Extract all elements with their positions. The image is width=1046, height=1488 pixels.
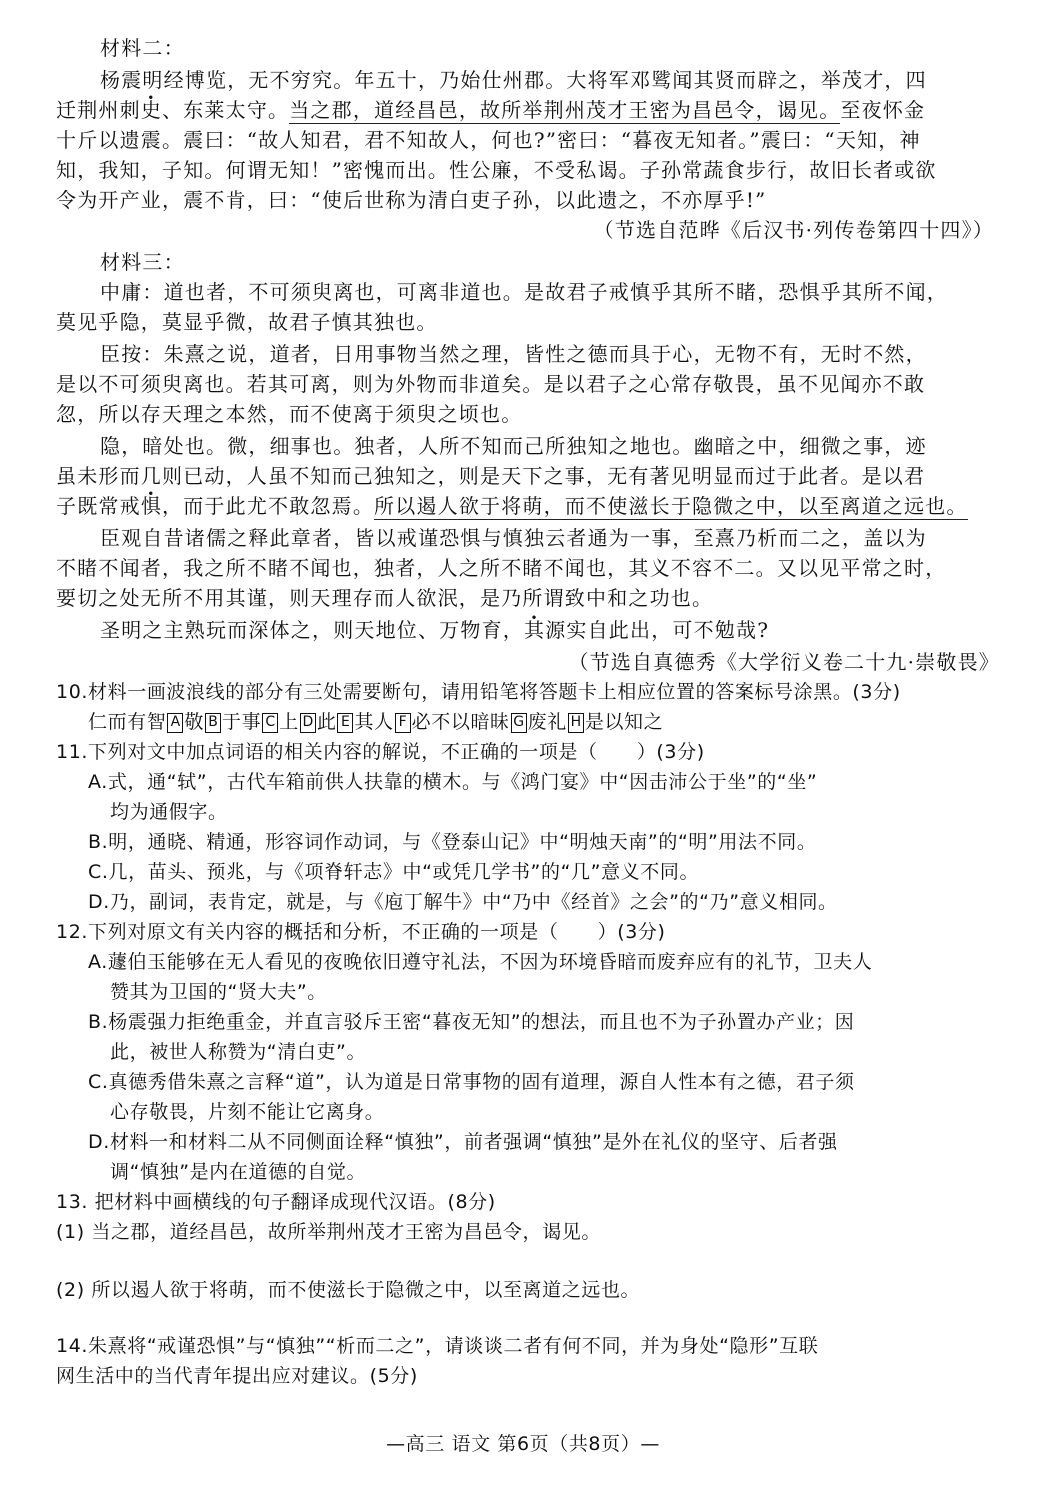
question-12-option-c-cont: 心存敬畏，片刻不能让它离身。 <box>110 1101 385 1123</box>
material-3-line: 不睹不闻者，我之所不睹不闻也，独者，人之所不睹不闻也，其义不容不二。又以见平常之时， <box>56 556 947 580</box>
material-2-line: 令为开产业，震不肯，曰：“使后世称为清白吏子孙，以此遗之，不亦厚乎!” <box>56 188 767 212</box>
question-13-stem: 13. 把材料中画横线的句子翻译成现代汉语。(8分) <box>56 1191 496 1213</box>
question-11-option-d: D.乃，副词，表肯定，就是，与《庖丁解牛》中“乃中《经首》之会”的“乃”意义相同。 <box>88 891 838 913</box>
question-14-stem-cont: 网生活中的当代青年提出应对建议。(5分) <box>56 1365 418 1387</box>
dotted-char: 惧 <box>140 494 163 518</box>
material-3-line: 虽未形而几则已动，人虽不知而己独知之，则是天下之事，无有著见明显而过于此者。是以君 <box>56 464 926 488</box>
question-13-sentence-2: (2) 所以遏人欲于将萌，而不使滋长于隐微之中，以至离道之远也。 <box>56 1279 641 1301</box>
answer-box-c[interactable]: C <box>262 713 278 733</box>
question-12-stem: 12.下列对原文有关内容的概括和分析，不正确的一项是（ ）(3分) <box>56 921 666 943</box>
material-3-source: （节选自真德秀《大学衍义卷二十九·崇敬畏》 <box>568 650 1000 674</box>
question-10-options: 仁而有智 A 敬 B 于事 C 上 D 此 E 其人 F 必不以暗昧 G 废礼 H 是以知之 <box>88 711 664 733</box>
material-3-line: 隐，暗处也。微，细事也。独者，人所不知而己所独知之地也。幽暗之中，细微之事，迹 <box>100 434 927 458</box>
question-13-sentence-1: (1) 当之郡，道经昌邑，故所举荆州茂才王密为昌邑令，谒见。 <box>56 1221 601 1243</box>
material-2-line: 十斤以遗震。震曰：“故人知君，君不知故人，何也?”密曰：“暮夜无知者。”震曰：“天知，神 <box>56 128 921 152</box>
material-2-source: （节选自范晔《后汉书·列传卷第四十四》） <box>593 218 994 242</box>
underlined-sentence: 所以遏人欲于将萌，而不使滋长于隐微之中，以至离道之远也。 <box>374 494 968 518</box>
question-11-option-a: A.式，通“轼”，古代车箱前供人扶靠的横木。与《鸿门宴》中“因击沛公于坐”的“坐” <box>88 771 818 793</box>
material-3-line: 圣明之主熟玩而深体之，则天地位、万物育，其源实自此出，可不勉哉? <box>100 618 770 642</box>
question-12-option-a: A.蘧伯玉能够在无人看见的夜晚依旧遵守礼法，不因为环境昏暗而废弃应有的礼节，卫夫人 <box>88 951 873 973</box>
material-3-line: 子既常戒惧，而于此尤不敢忽焉。所以遏人欲于将萌，而不使滋长于隐微之中，以至离道之远也。 <box>56 494 968 518</box>
material-3-line: 莫见乎隐，莫显乎微，故君子慎其独也。 <box>56 310 438 334</box>
question-12-option-b: B.杨震强力拒绝重金，并直言驳斥王密“暮夜无知”的想法，而且也不为子孙置办产业；因 <box>88 1011 855 1033</box>
material-3-line: 要切之处无所不用其谨，则天理存而人欲泯，是乃所谓致中和之功也。 <box>56 586 714 610</box>
answer-box-e[interactable]: E <box>337 713 353 733</box>
material-2-line: 杨震明经博览，无不穷究。年五十，乃始仕州郡。大将军邓骘闻其贤而辟之，举茂才，四 <box>100 68 927 92</box>
dotted-char: 其 <box>524 618 546 642</box>
material-2-line: 知，我知，子知。何谓无知！”密愧而出。性公廉，不受私谒。子孙常蔬食步行，故旧长者或欲 <box>56 158 937 182</box>
material-3-line: 中庸：道也者，不可须臾离也，可离非道也。是故君子戒慎乎其所不睹，恐惧乎其所不闻， <box>100 280 948 304</box>
material-2-heading: 材料二： <box>100 36 185 60</box>
question-10-stem: 10.材料一画波浪线的部分有三处需要断句，请用铅笔将答题卡上相应位置的答案标号涂黑。(3分) <box>56 681 901 703</box>
answer-box-f[interactable]: F <box>395 713 411 733</box>
material-3-line: 忽，所以存天理之本然，而不使离于须臾之顷也。 <box>56 402 523 426</box>
question-11-option-a-cont: 均为通假字。 <box>110 801 228 823</box>
answer-box-b[interactable]: B <box>205 713 221 733</box>
material-2-line: 迁荆州刺史、东莱太守。当之郡，道经昌邑，故所举荆州茂才王密为昌邑令，谒见。至夜怀金 <box>56 98 926 122</box>
material-3-line: 是以不可须臾离也。若其可离，则为外物而非道矣。是以君子之心常存敬畏，虽不见闻亦不敢 <box>56 372 926 396</box>
question-11-option-b: B.明，通晓、精通，形容词作动词，与《登泰山记》中“明烛天南”的“明”用法不同。 <box>88 831 817 853</box>
material-3-line: 臣按：朱熹之说，道者，日用事物当然之理，皆性之德而具于心，无物不有，无时不然， <box>100 342 927 366</box>
answer-box-g[interactable]: G <box>511 713 527 733</box>
answer-box-h[interactable]: H <box>568 713 584 733</box>
question-12-option-d: D.材料一和材料二从不同侧面诠释“慎独”，前者强调“慎独”是外在礼仪的坚守、后者强 <box>88 1131 838 1153</box>
question-12-option-d-cont: 调“慎独”是内在道德的自觉。 <box>110 1161 367 1183</box>
question-11-stem: 11.下列对文中加点词语的相关内容的解说，不正确的一项是（ ）(3分) <box>56 741 705 763</box>
answer-box-a[interactable]: A <box>167 713 183 733</box>
material-3-heading: 材料三： <box>100 250 185 274</box>
material-3-line: 臣观自昔诸儒之释此章者，皆以戒谨恐惧与慎独云者通为一事，至熹乃析而二之，盖以为 <box>100 526 927 550</box>
question-14-stem: 14.朱熹将“戒谨恐惧”与“慎独”“析而二之”，请谈谈二者有何不同，并为身处“隐形”互联 <box>56 1335 819 1357</box>
question-12-option-b-cont: 此，被世人称赞为“清白吏”。 <box>110 1041 367 1063</box>
question-12-option-c: C.真德秀借朱熹之言释“道”，认为道是日常事物的固有道理，源自人性本有之德，君子须 <box>88 1071 855 1093</box>
answer-box-d[interactable]: D <box>300 713 316 733</box>
page-footer: —高三 语文 第6页（共8页）— <box>386 1433 660 1455</box>
question-12-option-a-cont: 赞其为卫国的“贤大夫”。 <box>110 981 327 1003</box>
question-11-option-c: C.几，苗头、预兆，与《项脊轩志》中“或凭几学书”的“几”意义不同。 <box>88 861 700 883</box>
underlined-sentence: 当之郡，道经昌邑，故所举荆州茂才王密为昌邑令，谒见。 <box>289 98 841 122</box>
dotted-char: 史 <box>140 98 163 122</box>
